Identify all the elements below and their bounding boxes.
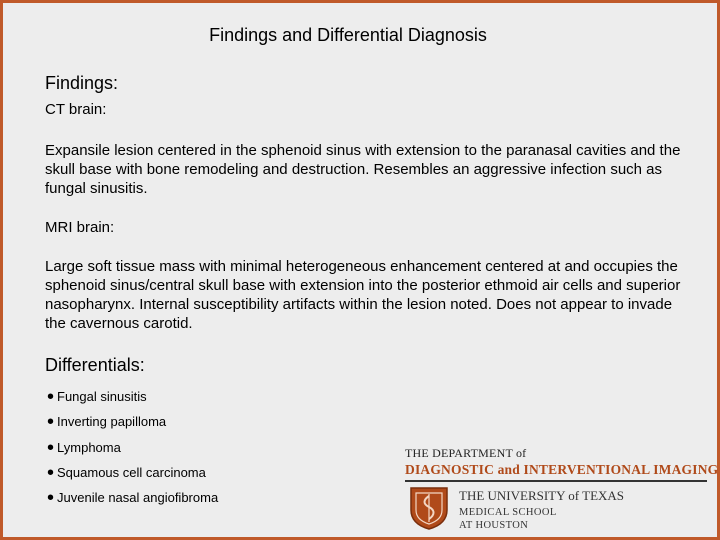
slide-title: Findings and Differential Diagnosis bbox=[209, 25, 487, 45]
mri-findings-text: Large soft tissue mass with minimal heterogeneous enhancement centered at and occupies the sphenoid sinus/central skull base with extension into the posterior ethmoid air cells and superior nasopharynx. Internal susceptibility artifacts within the lesion noted. Does not appear to invade the cavernous carotid. bbox=[45, 258, 681, 332]
logo-department-line: THE DEPARTMENT of bbox=[405, 446, 527, 460]
differential-item: • Inverting papilloma bbox=[47, 411, 167, 433]
differential-item: • Fungal sinusitis bbox=[47, 386, 147, 408]
bullet-icon: • bbox=[47, 437, 55, 459]
differential-item: • Juvenile nasal angiofibroma bbox=[47, 487, 219, 509]
bullet-icon: • bbox=[47, 462, 55, 484]
logo-department-name: DIAGNOSTIC and INTERVENTIONAL IMAGING bbox=[405, 462, 719, 477]
differential-item: • Lymphoma bbox=[47, 437, 121, 459]
logo-university-name: THE UNIVERSITY of TEXAS bbox=[459, 488, 625, 503]
ct-findings-text: Expansile lesion centered in the sphenoid sinus with extension to the paranasal cavities and the skull base with bone remodeling and destruction. Resembles an aggressive infection such as fungal sinusitis. bbox=[45, 142, 681, 197]
differentials-heading: Differentials: bbox=[45, 355, 145, 375]
bullet-icon: • bbox=[47, 386, 55, 408]
logo-medical-school: MEDICAL SCHOOL AT HOUSTON bbox=[459, 507, 557, 531]
differential-item: • Squamous cell carcinoma bbox=[47, 462, 206, 484]
logo-divider bbox=[405, 480, 707, 482]
mri-label: MRI brain: bbox=[45, 219, 115, 236]
department-logo bbox=[405, 446, 719, 531]
university-seal-icon bbox=[407, 484, 451, 530]
bullet-icon: • bbox=[47, 411, 55, 433]
ct-label: CT brain: bbox=[45, 101, 107, 118]
bullet-icon: • bbox=[47, 487, 55, 509]
findings-heading: Findings: bbox=[45, 73, 119, 93]
